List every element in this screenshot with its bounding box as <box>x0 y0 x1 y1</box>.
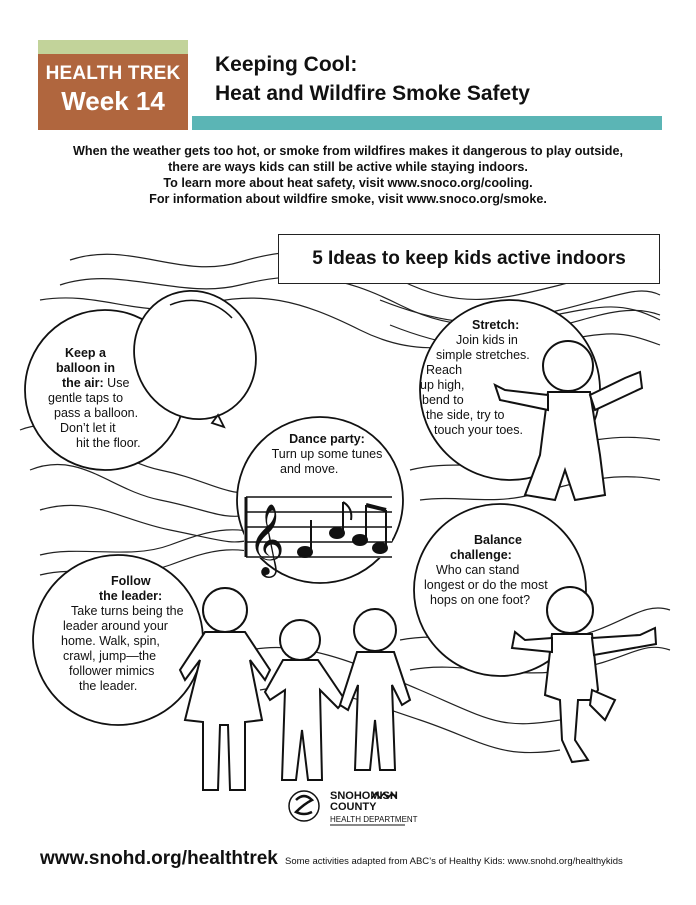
balance-title: Balance <box>474 533 522 547</box>
leader-title: the leader: <box>99 589 163 603</box>
balloon-title: Keep a <box>65 346 106 360</box>
footer-link[interactable]: www.snohd.org/healthtrek <box>40 848 278 869</box>
logo-line: COUNTY <box>330 801 377 813</box>
balloon-title: the air: <box>62 376 104 390</box>
stretch-line: the side, try to <box>426 408 505 422</box>
leader-idea-text <box>55 574 195 694</box>
footer-note: Some activities adapted from ABC’s of Healthy Kids: www.snohd.org/healthykids <box>285 856 623 867</box>
intro-line: there are ways kids can still be active while staying indoors. <box>168 160 528 174</box>
balloon-title: balloon in <box>56 361 116 375</box>
dance-idea-text <box>262 432 392 477</box>
stretch-line: touch your toes. <box>434 423 523 437</box>
stretch-line: bend to <box>422 393 464 407</box>
leader-line: the leader. <box>79 679 138 693</box>
dance-line: Turn up some tunes <box>271 447 383 461</box>
stretch-line: Join kids in <box>456 333 518 347</box>
leader-title: Follow <box>111 574 151 588</box>
logo-line: SNOHOMISH <box>330 790 398 802</box>
leader-line: crawl, jump—the <box>63 649 157 663</box>
leader-line: leader around your <box>63 619 168 633</box>
intro-line: To learn more about heat safety, visit www.snoco.org/cooling. <box>163 176 533 190</box>
badge-week: Week 14 <box>61 86 165 116</box>
stretch-line: simple stretches. <box>436 348 530 362</box>
leader-line: follower mimics <box>69 664 155 678</box>
stretch-idea-text <box>420 318 570 438</box>
county-logo-name <box>330 791 398 813</box>
leader-line: Take turns being the <box>71 604 184 618</box>
intro-line: When the weather gets too hot, or smoke from wildfires makes it dangerous to play outside, <box>72 144 624 158</box>
balloon-line: Use <box>107 376 130 390</box>
title-line-1: Keeping Cool: <box>215 53 358 76</box>
balance-line: hops on one foot? <box>430 593 531 607</box>
ideas-heading-box <box>278 234 660 284</box>
stretch-line: Reach <box>426 363 463 377</box>
leader-line: home. Walk, spin, <box>61 634 160 648</box>
stretch-line: up high, <box>420 378 465 392</box>
badge-label: HEALTH TREK <box>45 63 181 84</box>
dance-line: and move. <box>280 462 339 476</box>
county-logo-subtitle: HEALTH DEPARTMENT <box>330 815 418 824</box>
stretch-title: Stretch: <box>472 318 520 332</box>
dance-title: Dance party: <box>289 432 365 446</box>
balloon-line: Don’t let it <box>60 421 116 435</box>
balloon-idea-text <box>48 346 168 451</box>
balance-title: challenge: <box>450 548 512 562</box>
title-line-2: Heat and Wildfire Smoke Safety <box>215 82 530 105</box>
balance-idea-text <box>420 533 570 608</box>
balloon-line: pass a balloon. <box>54 406 139 420</box>
balance-line: longest or do the most <box>424 578 548 592</box>
ideas-heading: 5 Ideas to keep kids active indoors <box>312 248 626 269</box>
svg-text:𝄞: 𝄞 <box>248 502 285 575</box>
balloon-line: hit the floor. <box>76 436 141 450</box>
balance-line: Who can stand <box>436 563 520 577</box>
balloon-line: gentle taps to <box>48 391 124 405</box>
children-holding-hands-icon <box>180 588 410 790</box>
intro-line: For information about wildfire smoke, visit www.snoco.org/smoke. <box>149 192 547 206</box>
